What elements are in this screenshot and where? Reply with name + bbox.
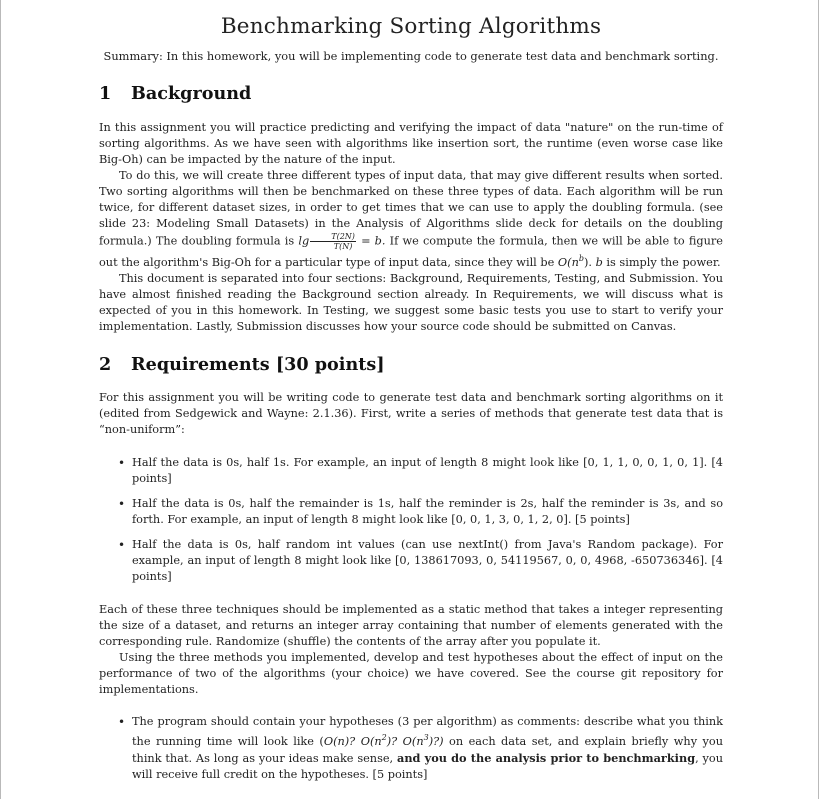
math-exponent: 2 xyxy=(381,732,387,742)
formula-rhs: = b. xyxy=(361,234,386,248)
list-text: The program should contain your hypotheses (3 per algorithm) as comments: describe what you think the running time will look like ( xyxy=(132,714,723,748)
math-text: ). xyxy=(583,255,592,269)
math-text: O(n xyxy=(402,734,424,748)
paragraph-text: If we compute the formula, then we will be able to figure out the algorithm's Big-Oh for a particular type of input data, since they will be xyxy=(99,234,723,269)
section-title: Background xyxy=(131,83,252,104)
math-exponent: 3 xyxy=(423,732,429,742)
math-exponent: b xyxy=(578,254,584,263)
big-oh-expression xyxy=(558,256,584,269)
section-heading-requirements: 2 Requirements [30 points] xyxy=(99,353,385,375)
doubling-formula-fraction xyxy=(310,232,356,251)
section-heading-background: 1 Background xyxy=(99,83,252,104)
paragraph-text: is simply the power. xyxy=(606,255,721,269)
document-title: Benchmarking Sorting Algorithms xyxy=(220,14,602,39)
fraction-numerator: T(2N) xyxy=(310,232,356,242)
background-paragraph-3: This document is separated into four sections: Background, Requirements, Testing, and Submission. You have almost finished reading the Background section already. In Requirements, we will discuss what is expected of you in this homework. In Testing, we suggest some basic tests you use to start to verify your implementation. Lastly, Submission discusses how your source code should be submitted on Canvas. xyxy=(99,271,723,333)
requirements-paragraph-1: For this assignment you will be writing code to generate test data and benchmark sorting algorithms on it (edited from Sedgewick and Wayne: 2.1.36). First, write a series of methods that generate test data that is “non-uniform”: xyxy=(99,390,723,436)
list-item: • Half the data is 0s, half the remainder is 1s, half the reminder is 2s, half the reminder is 3s, and so forth. For example, an input of length 8 might look like [0, 0, 1, 3, 0, 1, 2, 0]. [5 points] xyxy=(132,496,723,528)
formula-lg: lg xyxy=(298,234,310,248)
background-paragraph-2 xyxy=(99,168,723,271)
math-text: O(n xyxy=(360,734,382,748)
math-text: O(n xyxy=(557,255,579,269)
summary: Summary: In this homework, you will be implementing code to generate test data and benchmark sorting. xyxy=(103,49,719,63)
requirements-paragraph-3: Using the three methods you implemented, develop and test hypotheses about the effect of input on the performance of two of the algorithms (your choice) we have covered. See the course git repository for implementations. xyxy=(99,650,723,696)
bold-emphasis: and you do the analysis prior to benchmarking xyxy=(397,750,696,765)
math-text: )? xyxy=(386,734,398,748)
paragraph-text: To do this, we will create three different types of input data, that may give different results when sorted. Two sorting algorithms will then be benchmarked on these three types of data. Each algorithm will be run twice, for different dataset sizes, in order to get times that we can use to apply the doubling formula. (see slide 23: Modeling Small Datasets) in the Analysis of Algorithms slide deck for details on the doubling formula.) The doubling formula is xyxy=(99,169,723,248)
math-expression xyxy=(360,732,398,748)
section-title: Requirements [30 points] xyxy=(131,353,385,375)
math-text: O(n)? xyxy=(323,734,356,748)
list-item: • Half the data is 0s, half random int values (can use nextInt() from Java's Random package). For example, an input of length 8 might look like [0, 138617093, 0, 54119567, 0, 0, 4968, -650736346]. [4 points] xyxy=(132,537,723,585)
list-item xyxy=(132,714,723,783)
math-expression xyxy=(402,732,444,748)
math-text: )?) xyxy=(428,734,444,748)
document-content xyxy=(99,0,723,792)
list-item: • Half the data is 0s, half 1s. For example, an input of length 8 might look like [0, 1, 1, 0, 0, 1, 0, 1]. [4 points] xyxy=(132,455,723,487)
list-text: on each data set, and explain briefly why you think that. As long as your ideas make sense, xyxy=(132,734,723,765)
math-variable: b xyxy=(595,255,603,269)
hypotheses-list xyxy=(99,714,723,783)
data-generation-list xyxy=(99,455,723,585)
requirements-paragraph-2: Each of these three techniques should be implemented as a static method that takes a integer representing the size of a dataset, and returns an integer array containing that number of elements generated with the corresponding rule. Randomize (shuffle) the contents of the array after you populate it. xyxy=(99,602,723,648)
background-paragraph-1: In this assignment you will practice predicting and verifying the impact of data "nature" on the run-time of sorting algorithms. As we have seen with algorithms like insertion sort, the runtime (even worse case like Big-Oh) can be impacted by the nature of the input. xyxy=(99,121,723,166)
fraction-denominator: T(N) xyxy=(333,242,353,251)
list-text: , you will receive full credit on the hypotheses. [5 points] xyxy=(132,751,723,781)
